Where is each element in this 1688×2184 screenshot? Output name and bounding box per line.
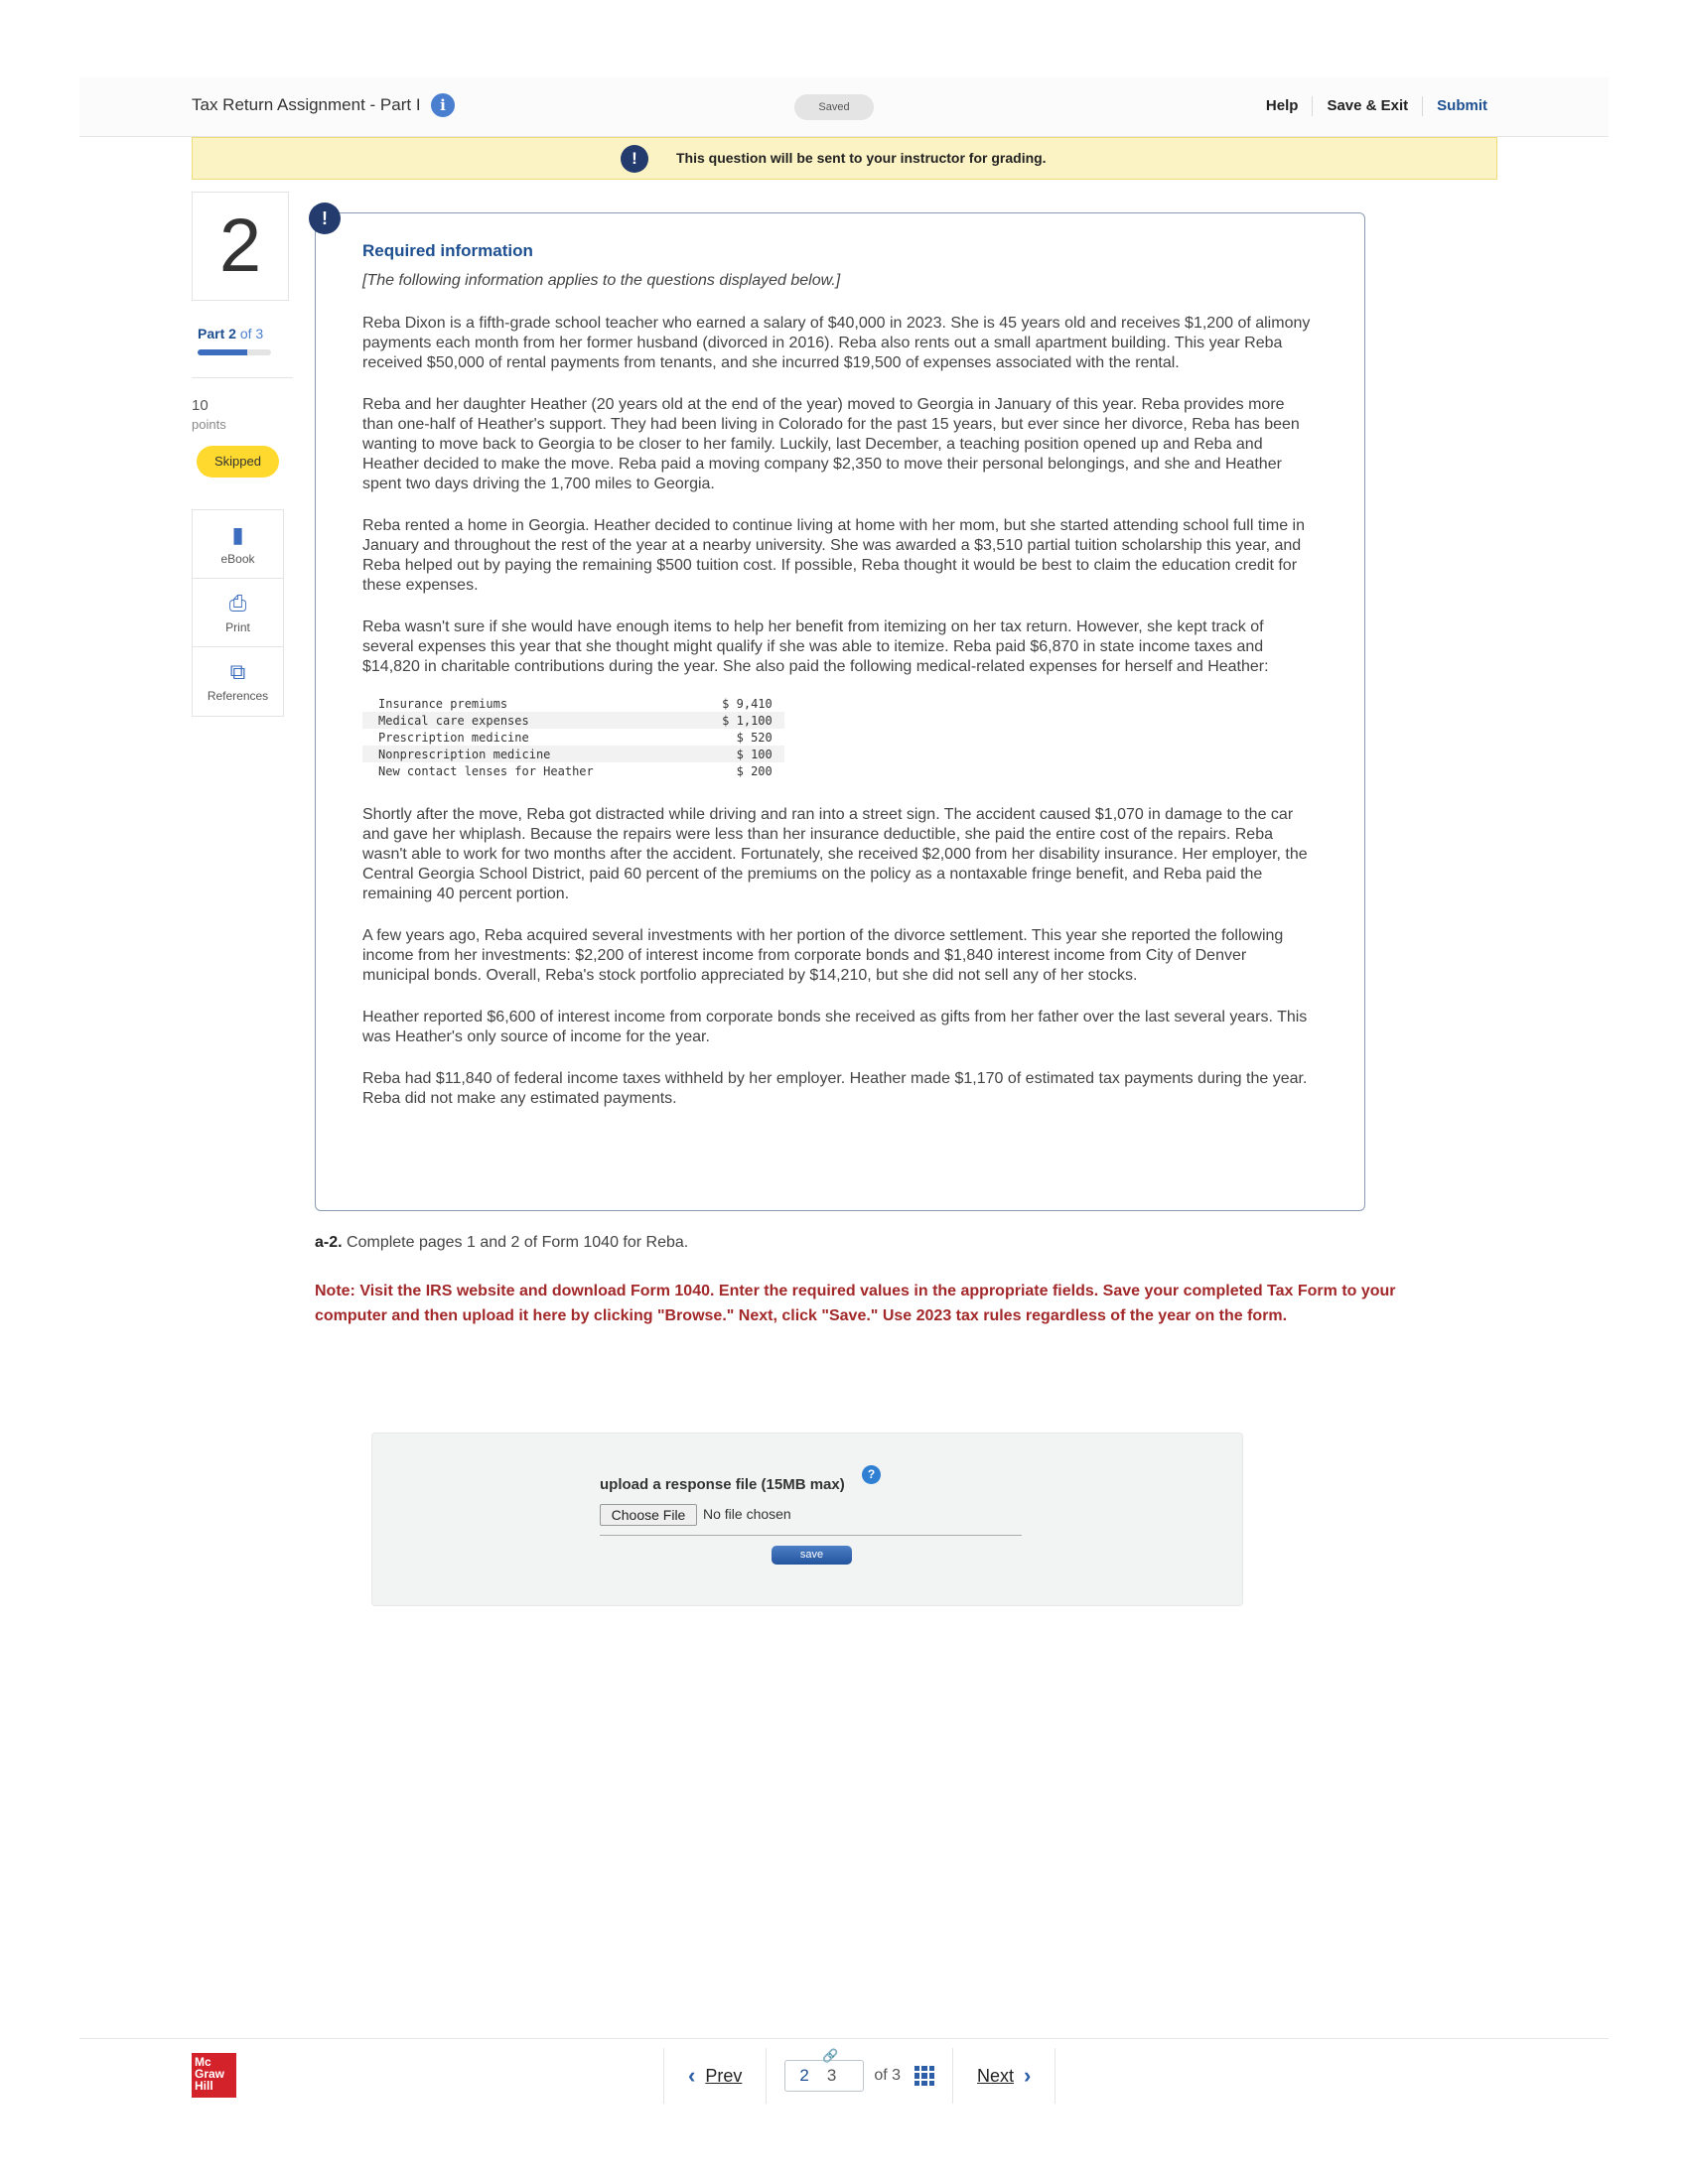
expense-item: New contact lenses for Heather	[378, 763, 594, 778]
tools-panel	[192, 509, 284, 717]
table-row	[362, 729, 784, 746]
expense-item: Prescription medicine	[378, 730, 529, 745]
footer-divider	[79, 2038, 1609, 2039]
prev-label: Prev	[705, 2065, 743, 2086]
points-value: 10	[192, 397, 209, 414]
expense-amount: $ 200	[736, 763, 773, 778]
file-status: No file chosen	[703, 1506, 791, 1522]
question-number: 2	[218, 204, 262, 288]
part-progress-bar	[198, 349, 271, 355]
info-paragraph: A few years ago, Reba acquired several investments with her portion of the divorce settlement. This year she reported the following income from her investments: $2,200 of interest income from corporate bonds and $1,840 interest income from City of Denver municipal bonds. Overall, Reba's stock portfolio appreciated by $14,210, but she did not sell any of her stocks.	[362, 927, 1284, 984]
part-word: Part	[198, 326, 225, 341]
rail-divider	[192, 377, 293, 378]
points-label: points	[192, 417, 226, 432]
required-info-title: Required information	[362, 241, 533, 260]
part-indicator	[198, 326, 263, 341]
header-links	[1252, 96, 1487, 116]
prev-button[interactable]	[664, 2063, 766, 2089]
required-info-card	[315, 212, 1365, 1211]
ebook-button[interactable]	[193, 510, 283, 579]
logo-line: Mc	[195, 2055, 211, 2069]
expense-amount: $ 1,100	[606, 712, 784, 729]
link-icon: 🔗	[822, 2048, 839, 2063]
expense-amount: $ 520	[736, 730, 773, 745]
references-label: References	[207, 689, 269, 703]
info-paragraph: Reba rented a home in Georgia. Heather decided to continue living at home with her mom, but she started attending school full time in January and throughout the rest of the year at a nearby university. She was awarded a $3,510 partial tuition scholarship this year, and Reba helped out by paying the remaining $500 tuition cost. If possible, Reba thought it would be best to claim the education credit for these expenses.	[362, 517, 1305, 594]
chevron-left-icon: ‹	[688, 2063, 696, 2088]
info-icon[interactable]: i	[431, 93, 455, 117]
help-icon[interactable]: ?	[862, 1465, 881, 1484]
submit-link[interactable]: Submit	[1437, 97, 1487, 114]
required-info-intro: [The following information applies to the questions displayed below.]	[362, 272, 841, 289]
alert-icon: !	[621, 145, 648, 173]
grading-banner	[192, 137, 1497, 180]
required-info-alert-icon: !	[309, 203, 341, 234]
info-paragraph: Reba wasn't sure if she would have enough items to help her benefit from itemizing on her tax return. However, she kept track of several expenses this year that she thought might qualify if she was able to itemize. Reba paid $6,870 in state income taxes and $14,820 in charitable contributions during the year. She also paid the following medical-related expenses for herself and Heather:	[362, 618, 1269, 675]
expense-amount: $ 100	[606, 746, 784, 762]
question-text: Complete pages 1 and 2 of Form 1040 for Reba.	[347, 1234, 689, 1251]
assignment-title: Tax Return Assignment - Part I	[192, 95, 421, 114]
expense-amount: $ 9,410	[722, 696, 773, 711]
print-label: Print	[225, 620, 250, 634]
next-button[interactable]	[953, 2063, 1055, 2089]
table-row	[362, 695, 784, 712]
copy-icon: ⧉	[229, 659, 246, 684]
skipped-badge: Skipped	[197, 446, 279, 478]
info-paragraph: Shortly after the move, Reba got distracted while driving and ran into a street sign. The accident caused $1,070 in damage to the car and gave her whiplash. Because the repairs were less than her insurance deductible, she paid the entire cost of the repairs. Reba wasn't able to work for two months after the accident. Fortunately, she received $2,000 from her disability insurance. Her employer, the Central Georgia School District, paid 60 percent of the premiums on the policy as a nontaxable fringe benefit, and Reba paid the remaining 40 percent portion.	[362, 806, 1308, 902]
next-label: Next	[977, 2065, 1015, 2086]
info-paragraph: Reba and her daughter Heather (20 years old at the end of the year) moved to Georgia in January of this year. Reba provides more than one-half of Heather's support. They had been living in Colorado for the past 15 years, but ever since her divorce, Reba has been wanting to move back to Georgia to be closer to her family. Luckily, last December, a teaching position opened up and Reba and Heather decided to make the move. Reba paid a moving company $2,350 to move their personal belongings, and she and Heather spent two days driving the 1,700 miles to Georgia.	[362, 396, 1300, 492]
page-current: 2	[799, 2066, 809, 2085]
help-link[interactable]: Help	[1252, 96, 1314, 116]
printer-icon: ⎙	[228, 591, 247, 615]
table-row	[362, 762, 784, 779]
part-progress-fill	[198, 349, 247, 355]
part-suffix: of 3	[239, 326, 264, 341]
page-number-input[interactable]	[784, 2060, 864, 2092]
save-exit-link[interactable]: Save & Exit	[1313, 96, 1423, 116]
page-total-inline: 3	[826, 2066, 837, 2085]
choose-file-button[interactable]: Choose File	[600, 1504, 697, 1526]
expense-item: Medical care expenses	[362, 712, 606, 729]
page-of-total: of 3	[874, 2067, 902, 2084]
grid-icon[interactable]	[914, 2066, 934, 2086]
top-bar	[79, 77, 1609, 137]
upload-panel	[371, 1433, 1243, 1606]
print-button[interactable]	[193, 579, 283, 647]
page-selector	[767, 2048, 952, 2092]
chevron-right-icon: ›	[1024, 2063, 1032, 2088]
book-icon: ▮	[231, 522, 244, 547]
banner-text: This question will be sent to your instructor for grading.	[676, 150, 1047, 166]
expense-item: Nonprescription medicine	[362, 746, 606, 762]
mcgraw-hill-logo	[192, 2053, 236, 2098]
table-row	[362, 712, 784, 729]
medical-expenses-table	[362, 695, 784, 779]
saved-status-badge: Saved	[794, 94, 874, 120]
table-row	[362, 746, 784, 762]
references-button[interactable]	[193, 647, 283, 716]
info-paragraph: Reba Dixon is a fifth-grade school teacher who earned a salary of $40,000 in 2023. She is 45 years old and receives $1,200 of alimony payments each month from her former husband (divorced in 2016). Reba also rents out a small apartment building. This year Reba received $50,000 of rental payments from tenants, and she incurred $19,500 of expenses associated with the rental.	[362, 315, 1311, 371]
part-current: 2	[228, 326, 236, 341]
instructions-note: Note: Visit the IRS website and download Form 1040. Enter the required values in the appropriate fields. Save your completed Tax Form to your computer and then upload it here by clicking "Browse." Next, click "Save." Use 2023 tax rules regardless of the year on the form.	[315, 1283, 1396, 1324]
question-number-box	[192, 192, 289, 301]
question-label: a-2.	[315, 1234, 343, 1251]
upload-divider	[600, 1535, 1022, 1536]
logo-line: Graw	[195, 2067, 225, 2081]
save-button[interactable]: save	[772, 1546, 852, 1565]
info-paragraph: Reba had $11,840 of federal income taxes withheld by her employer. Heather made $1,170 of estimated tax payments during the year. Reba did not make any estimated payments.	[362, 1070, 1308, 1107]
info-paragraph: Heather reported $6,600 of interest income from corporate bonds she received as gifts from her father over the last several years. This was Heather's only source of income for the year.	[362, 1009, 1308, 1045]
expense-item: Insurance premiums	[378, 696, 508, 711]
ebook-label: eBook	[220, 552, 255, 566]
upload-label: upload a response file (15MB max)	[600, 1476, 845, 1493]
pagination	[663, 2046, 1055, 2106]
logo-line: Hill	[195, 2079, 213, 2093]
question-prompt	[315, 1234, 688, 1252]
